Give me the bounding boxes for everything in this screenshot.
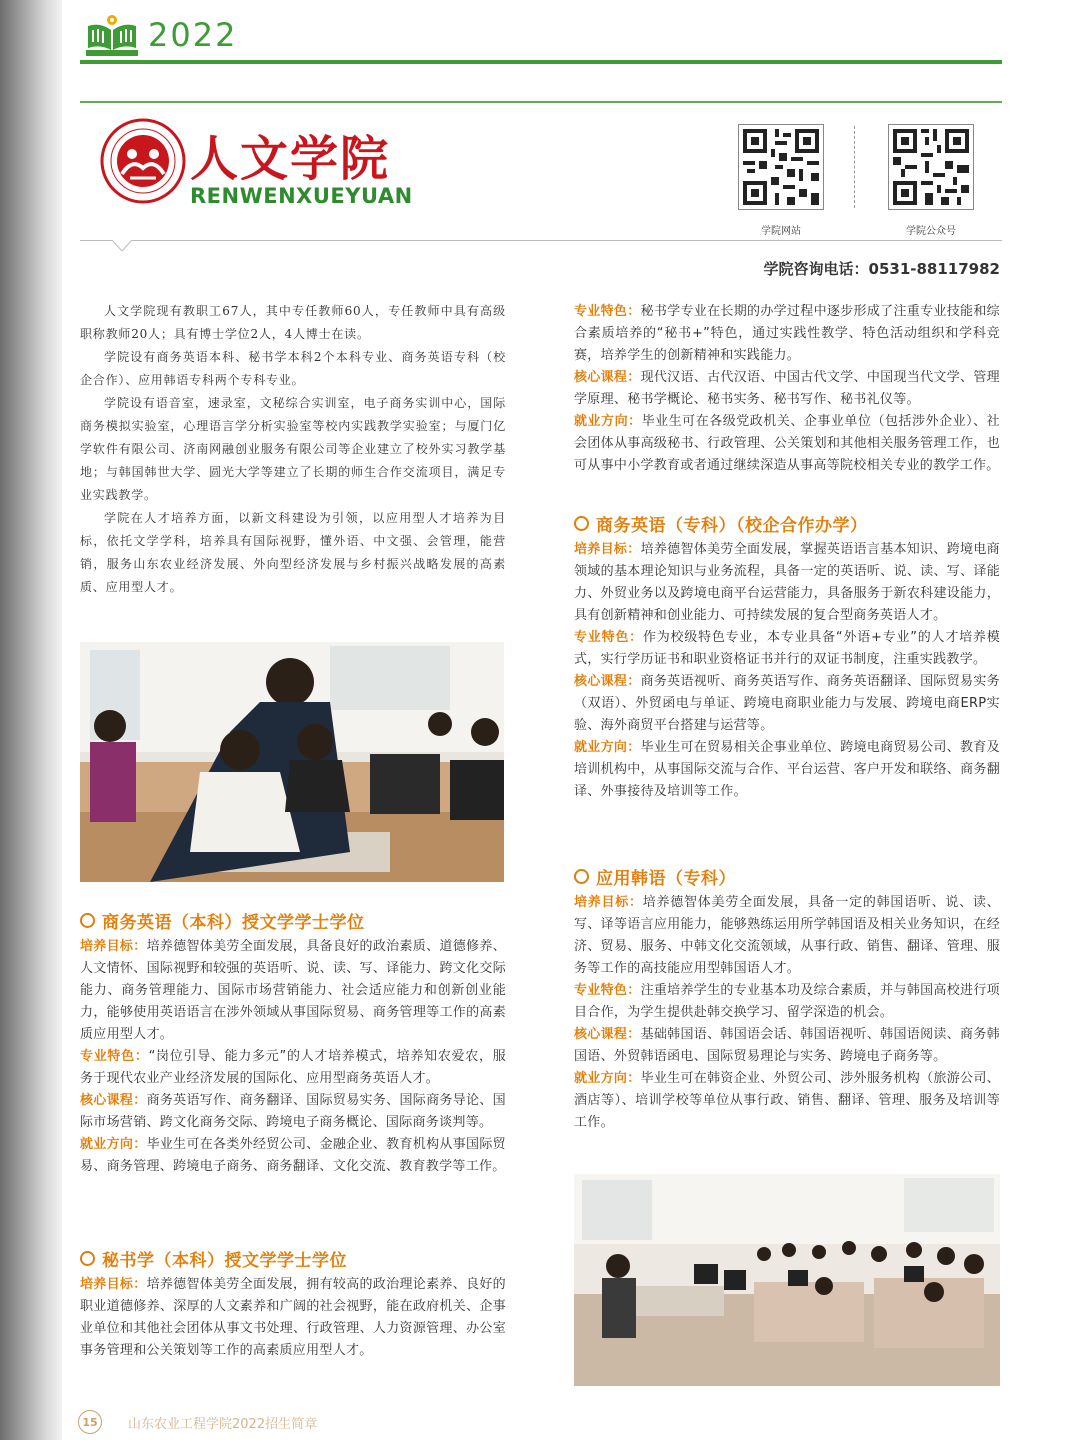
section-business-english-bachelor: 商务英语（本科）授文学学士学位 培养目标：培养德智体美劳全面发展，具备良好的政治素质、道德修养、人文情怀、国际视野和较强的英语听、说、读、写、译能力、跨文化交际能力、商务管理能力、国际市场营销能力、社会适应能力和创新创业能力，能够使用英语语言在涉外领域从事国际贸易、商务管理等工作的高素质应用型人才。 专业特色：“岗位引导、能力多元”的人才培养模式，培养知农爱农，服务于现代农业产业经济发展的国际化、应用型商务英语人才。 核心课程：商务英语写作、商务翻译、国际贸易实务、国际商务导论、国际市场营销、跨文化商务交际、跨境电子商务概论、国际商务谈判等。 就业方向：毕业生可在各类外经贸公司、金融企业、教育机构从事国际贸易、商务管理、跨境电子商务、商务翻译、文化交流、教育教学等工作。 <box>80 908 506 1178</box>
circle-bullet-icon <box>80 1251 95 1266</box>
page-binding-shadow <box>0 0 62 1440</box>
pointer-notch-icon <box>112 240 132 252</box>
section-business-english-diploma: 商务英语（专科）（校企合作办学） 培养目标：培养德智体美劳全面发展，掌握英语语言基本知识、跨境电商领域的基本理论知识与业务流程，具备一定的英语听、说、读、写、译能力、外贸业务以及跨境电商平台运营能力，具备服务于新农科建设能力，具有创新精神和创业能力、可持续发展的复合型商务英语人才。 专业特色：作为校级特色专业，本专业具备“外语+专业”的人才培养模式，实行学历证书和职业资格证书并行的双证书制度，注重实践教学。 核心课程：商务英语视听、商务英语写作、商务英语翻译、国际贸易实务（双语）、外贸函电与单证、跨境电商职业能力与发展、跨境电商ERP实验、海外商贸平台搭建与运营等。 就业方向：毕业生可在贸易相关企事业单位、跨境电商贸易公司、教育及培训机构中，从事国际交流与合作、平台运营、客户开发和联络、商务翻译、外事接待及培训等工作。 <box>574 511 1000 803</box>
footer-title: 山东农业工程学院2022招生简章 <box>128 1417 318 1432</box>
classroom-photo-language-lab <box>574 1174 1000 1386</box>
intro-paragraph: 学院在人才培养方面，以新文科建设为引领，以应用型人才培养为目标，依托文学学科，培养具有国际视野，懂外语、中文强、会管理，能营销，服务山东农业经济发展、外向型经济发展与乡村振兴战略发展的高素质、应用型人才。 <box>80 511 506 594</box>
header-rule-thin <box>80 101 1002 103</box>
college-name: 人文学院 <box>190 131 391 187</box>
classroom-photo-computer-lab <box>80 642 504 882</box>
qr-website[interactable] <box>738 124 824 237</box>
section-title: 商务英语（本科）授文学学士学位 <box>102 912 365 933</box>
page-number: 15 <box>78 1410 102 1434</box>
section-title: 秘书学（本科）授文学学士学位 <box>102 1250 347 1271</box>
qr-divider <box>854 126 855 208</box>
header-divider <box>80 240 1002 241</box>
college-pinyin: RENWENXUEYUAN <box>190 184 413 208</box>
qr-website-label: 学院网站 <box>761 226 801 237</box>
section-applied-korean-diploma: 应用韩语（专科） 培养目标：培养德智体美劳全面发展，具备一定的韩国语听、说、读、写、译等语言应用能力，能够熟练运用所学韩国语及相关业务知识，在经济、贸易、服务、中韩文化交流领域，从事行政、销售、翻译、管理、服务等工作的高技能应用型韩国语人才。 专业特色：注重培养学生的专业基本功及综合素质，并与韩国高校进行项目合作，为学生提供赴韩交换学习、留学深造的机会。 核心课程：基础韩国语、韩国语会话、韩国语视听、韩国语阅读、商务韩国语、外贸韩语函电、国际贸易理论与实务、跨境电子商务等。 就业方向：毕业生可在韩资企业、外贸公司、涉外服务机构（旅游公司、酒店等）、培训学校等单位从事行政、销售、翻译、管理、服务及培训等工作。 <box>574 864 1000 1134</box>
circle-bullet-icon <box>574 516 589 531</box>
section-secretarial-bachelor-cont: 专业特色：秘书学专业在长期的办学过程中逐步形成了注重专业技能和综合素质培养的“秘书+”特色，通过实践性教学、特色活动组织和学科竞赛，培养学生的创新精神和实践能力。 核心课程：现代汉语、古代汉语、中国古代文学、中国现当代文学、管理学原理、秘书学概论、秘书实务、秘书写作、秘书礼仪等。 就业方向：毕业生可在各级党政机关、企事业单位（包括涉外企业）、社会团体从事高级秘书、行政管理、公关策划和其他相关服务管理工作，也可从事中小学教育或者通过继续深造从事高等院校相关专业的教学工作。 <box>574 304 1000 473</box>
qr-wechat-label: 学院公众号 <box>906 226 956 237</box>
consult-phone: 学院咨询电话：0531-88117982 <box>763 260 1000 278</box>
college-intro <box>80 300 506 599</box>
qr-code-icon <box>888 124 974 210</box>
intro-paragraph: 学院设有商务英语本科、秘书学本科2个本科专业、商务英语专科（校企合作）、应用韩语专科两个专科专业。 <box>80 350 506 387</box>
qr-code-icon <box>738 124 824 210</box>
intro-paragraph: 人文学院现有教职工67人，其中专任教师60人，专任教师中具有高级职称教师20人；具有博士学位2人，4人博士在读。 <box>80 304 506 341</box>
circle-bullet-icon <box>80 913 95 928</box>
top-bar <box>80 8 1002 66</box>
qr-wechat[interactable] <box>888 124 974 237</box>
section-title: 商务英语（专科）（校企合作办学） <box>596 515 868 536</box>
intro-paragraph: 学院设有语音室，速录室，文秘综合实训室，电子商务实训中心，国际商务模拟实验室，心理语言学分析实验室等校内实践教学实验室；与厦门亿学软件有限公司、济南网融创业服务有限公司等企业建立了校外实习教学基地；与韩国韩世大学、圆光大学等建立了长期的师生合作交流项目，满足专业实践教学。 <box>80 396 506 502</box>
header-year: 2022 <box>148 16 238 54</box>
college-emblem-icon <box>100 118 186 204</box>
section-title: 应用韩语（专科） <box>596 868 736 889</box>
header-rule-thick <box>80 60 1002 64</box>
section-secretarial-bachelor: 秘书学（本科）授文学学士学位 培养目标：培养德智体美劳全面发展，拥有较高的政治理论素养、良好的职业道德修养、深厚的人文素养和广阔的社会视野，能在政府机关、企事业单位和其他社会团体从事文书处理、行政管理、人力资源管理、办公室事务管理和公关策划等工作的高素质应用型人才。 <box>80 1246 506 1362</box>
circle-bullet-icon <box>574 869 589 884</box>
book-logo-icon <box>84 12 140 60</box>
